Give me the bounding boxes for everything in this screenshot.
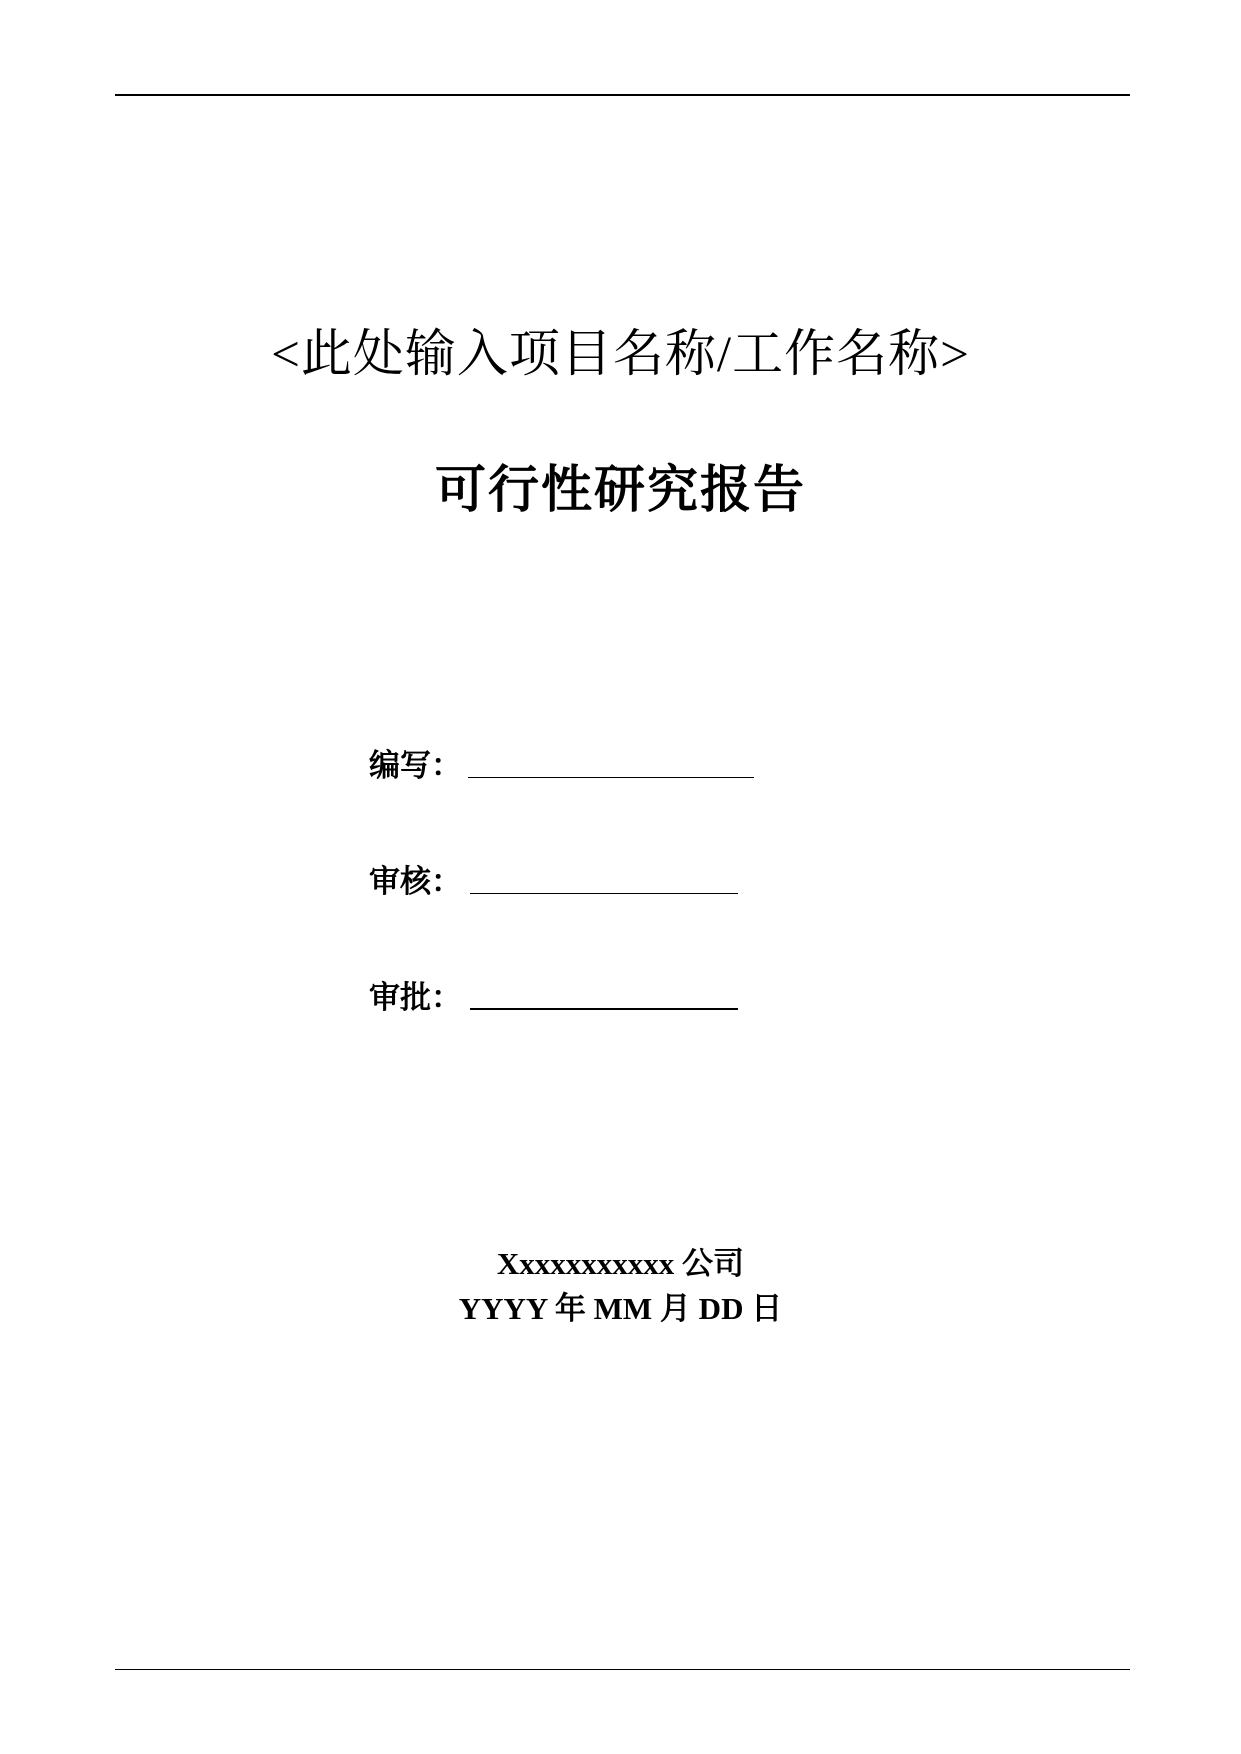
author-signature-line bbox=[468, 777, 754, 778]
project-title: <此处输入项目名称/工作名称> bbox=[271, 327, 970, 383]
author-field bbox=[369, 742, 754, 786]
report-date: YYYY 年 MM 月 DD 日 bbox=[458, 1291, 783, 1326]
approver-field bbox=[369, 974, 738, 1018]
approver-label: 审批： bbox=[369, 980, 462, 1015]
company-name: Xxxxxxxxxxx 公司 bbox=[496, 1246, 745, 1281]
reviewer-signature-line bbox=[470, 893, 738, 894]
approver-signature-line bbox=[470, 1008, 738, 1010]
footer-rule bbox=[115, 1669, 1130, 1670]
document-title: 可行性研究报告 bbox=[434, 463, 806, 519]
reviewer-label: 审核： bbox=[369, 864, 462, 899]
author-label: 编写： bbox=[369, 748, 462, 783]
header-rule bbox=[115, 94, 1130, 96]
reviewer-field bbox=[369, 858, 738, 902]
